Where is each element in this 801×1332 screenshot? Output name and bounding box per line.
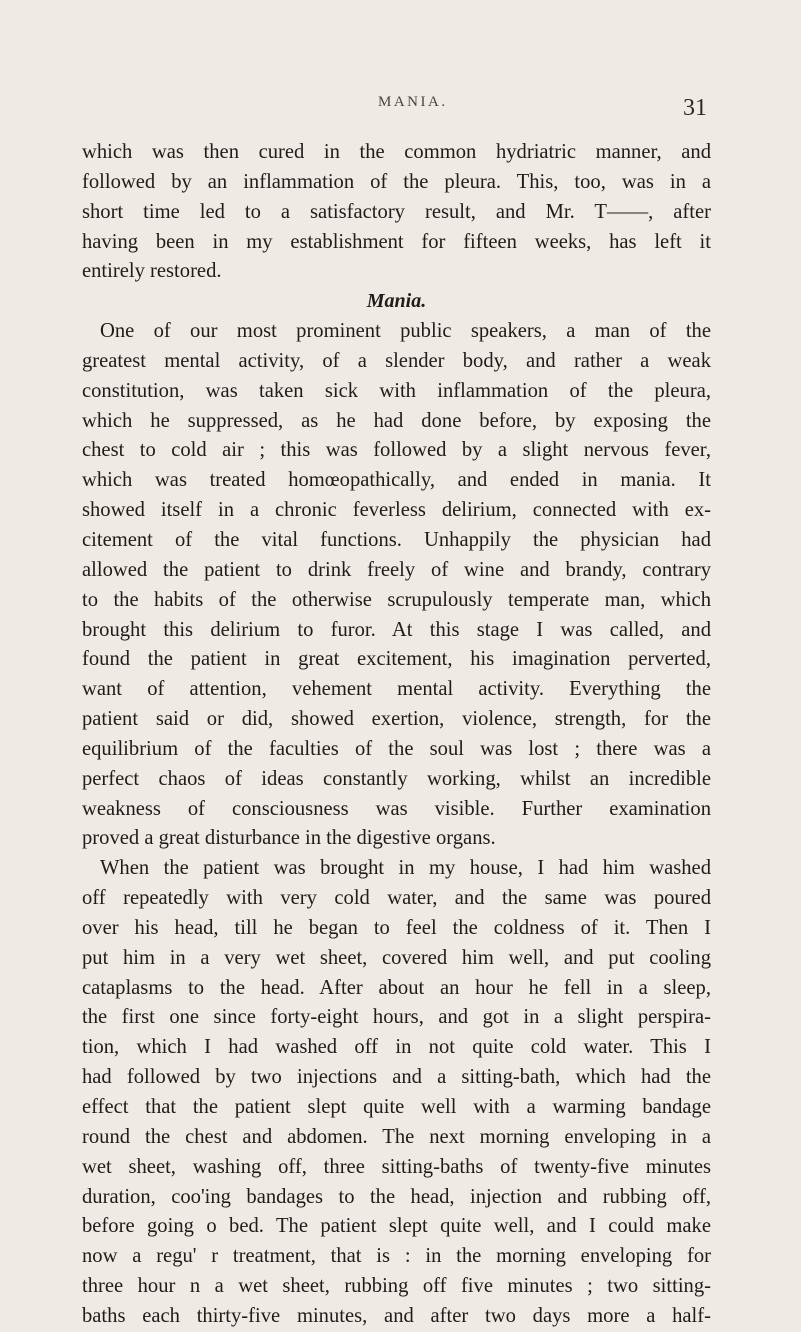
- text-line: effect that the patient slept quite well with a warming bandage: [82, 1096, 711, 1118]
- text-line: now a regu' r treatment, that is : in the morning enveloping for: [82, 1245, 711, 1268]
- text-line: round the chest and abdomen. The next morning enveloping in a: [82, 1125, 711, 1148]
- text-line: short time led to a satisfactory result, and Mr. T——, after: [82, 200, 711, 223]
- running-title: MANIA.: [378, 94, 448, 110]
- text-line: When the patient was brought in my house, I had him washed: [100, 857, 711, 880]
- text-line: brought this delirium to furor. At this stage I was called, and: [82, 618, 711, 641]
- text-line: before going o bed. The patient slept quite well, and I could make: [82, 1215, 711, 1238]
- text-line: had followed by two injections and a sitting-bath, which had the: [82, 1066, 711, 1089]
- text-line: having been in my establishment for fifteen weeks, has left it: [82, 230, 711, 253]
- text-line: followed by an inflammation of the pleura. This, too, was in a: [82, 170, 711, 193]
- text-line: which was then cured in the common hydriatric manner, and: [82, 141, 711, 163]
- text-line: constitution, was taken sick with inflammation of the pleura,: [82, 379, 711, 402]
- text-line: greatest mental activity, of a slender body, and rather a weak: [82, 349, 711, 372]
- text-line: found the patient in great excitement, his imagination perverted,: [82, 648, 711, 671]
- text-line: to the habits of the otherwise scrupulously temperate man, which: [82, 588, 711, 611]
- text-line: entirely restored.: [82, 260, 222, 283]
- text-line: equilibrium of the faculties of the soul was lost ; there was a: [82, 737, 711, 760]
- text-line: proved a great disturbance in the digestive organs.: [82, 827, 496, 850]
- text-line: perfect chaos of ideas constantly working, whilst an incredible: [82, 767, 711, 790]
- text-line: off repeatedly with very cold water, and the same was poured: [82, 887, 711, 910]
- text-line: which he suppressed, as he had done before, by exposing the: [82, 409, 711, 432]
- text-line: citement of the vital functions. Unhappily the physician had: [82, 528, 711, 551]
- text-line: weakness of consciousness was visible. Further examination: [82, 797, 711, 820]
- text-line: chest to cold air ; this was followed by a slight nervous fever,: [82, 439, 711, 462]
- text-line: put him in a very wet sheet, covered him well, and put cooling: [82, 946, 711, 969]
- text-line: One of our most prominent public speakers, a man of the: [100, 320, 711, 343]
- text-line: baths each thirty-five minutes, and after two days more a half-: [82, 1304, 711, 1327]
- text-line: the first one since forty-eight hours, and got in a slight perspira-: [82, 1006, 711, 1029]
- text-line: wet sheet, washing off, three sitting-baths of twenty-five minutes: [82, 1155, 711, 1178]
- section-heading: Mania.: [366, 290, 427, 313]
- text-line: three hour n a wet sheet, rubbing off five minutes ; two sitting-: [82, 1275, 711, 1298]
- text-line: duration, coo'ing bandages to the head, injection and rubbing off,: [82, 1185, 711, 1208]
- page-number: 31: [683, 95, 707, 121]
- text-line: tion, which I had washed off in not quite cold water. This I: [82, 1036, 711, 1059]
- text-line: patient said or did, showed exertion, violence, strength, for the: [82, 708, 711, 731]
- running-head: [0, 94, 801, 128]
- text-line: want of attention, vehement mental activity. Everything the: [82, 678, 711, 701]
- text-line: which was treated homœopathically, and ended in mania. It: [82, 469, 711, 492]
- text-line: cataplasms to the head. After about an hour he fell in a sleep,: [82, 976, 711, 999]
- text-line: allowed the patient to drink freely of wine and brandy, contrary: [82, 558, 711, 581]
- text-line: showed itself in a chronic feverless delirium, connected with ex-: [82, 499, 711, 522]
- text-line: over his head, till he began to feel the coldness of it. Then I: [82, 916, 711, 939]
- body-text: [82, 138, 711, 1332]
